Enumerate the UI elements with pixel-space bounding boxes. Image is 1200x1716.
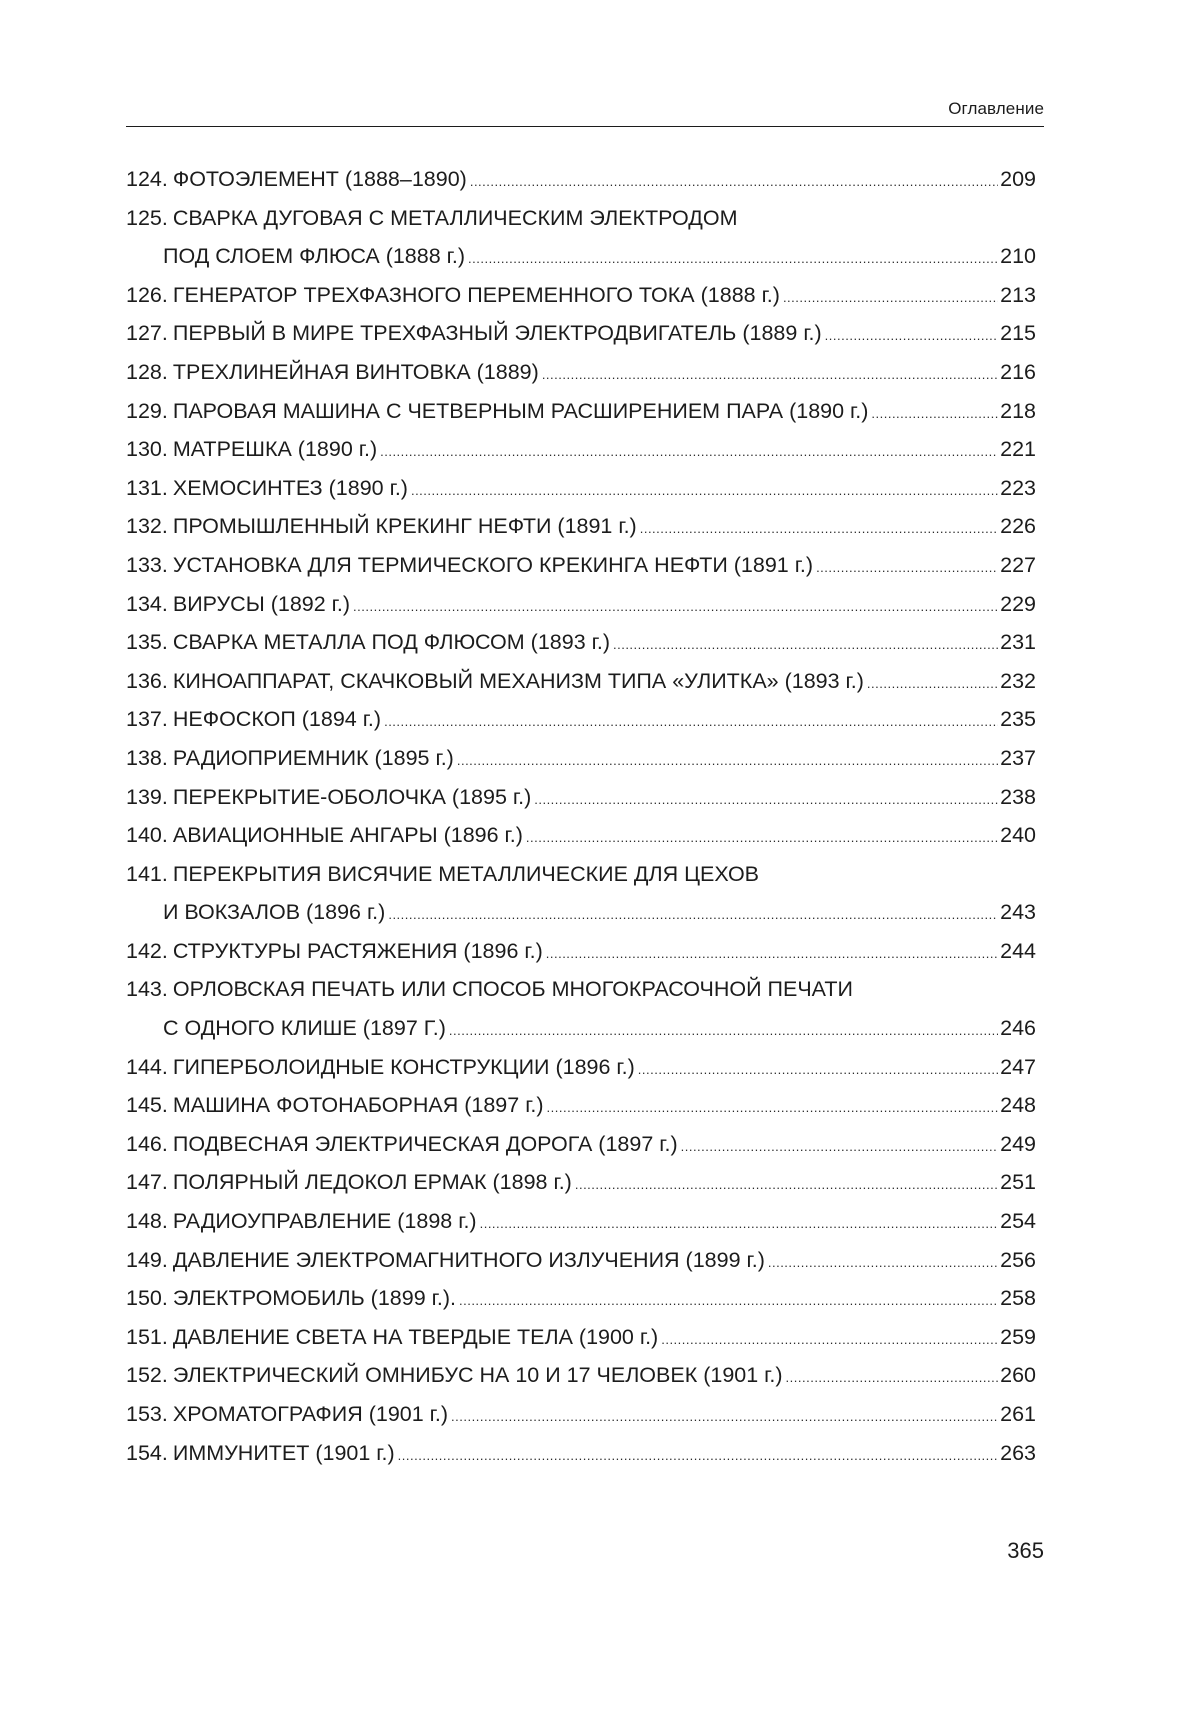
toc-entry-number: 154.	[126, 1440, 168, 1465]
toc-entry-page-number: 213	[1000, 282, 1036, 307]
toc-entry-line	[126, 1279, 1036, 1318]
toc-entry-line	[126, 469, 1036, 508]
toc-entry	[126, 507, 1036, 546]
toc-entry	[126, 739, 1036, 778]
toc-entry-title: ПЕРЕКРЫТИЕ-ОБОЛОЧКА (1895 г.)	[172, 784, 532, 809]
running-header: Оглавление	[948, 99, 1044, 118]
dot-leader	[459, 1282, 998, 1321]
toc-entry-page-number: 244	[1000, 938, 1036, 963]
toc-entry-title: СТРУКТУРЫ РАСТЯЖЕНИЯ (1896 г.)	[172, 938, 543, 963]
toc-entry	[126, 546, 1036, 585]
dot-leader	[825, 317, 998, 356]
toc-entry-line	[126, 1086, 1036, 1125]
toc-entry-page-number: 243	[1000, 900, 1036, 925]
toc-entry	[126, 353, 1036, 392]
toc-entry	[126, 816, 1036, 855]
toc-entry-number: 132.	[126, 514, 168, 539]
toc-entry-number: 137.	[126, 707, 168, 732]
toc-entry-line	[126, 970, 1036, 1009]
toc-entry-title: РАДИОУПРАВЛЕНИЕ (1898 г.)	[172, 1209, 477, 1234]
toc-entry	[126, 1202, 1036, 1241]
toc-entry-line	[126, 623, 1036, 662]
dot-leader	[871, 395, 998, 434]
toc-entry-page-number: 235	[1000, 707, 1036, 732]
toc-entry-page-number: 258	[1000, 1286, 1036, 1311]
dot-leader	[783, 279, 998, 318]
toc-entry-page-number: 229	[1000, 591, 1036, 616]
toc-entry-title: УСТАНОВКА ДЛЯ ТЕРМИЧЕСКОГО КРЕКИНГА НЕФТИ (1891 г.)	[172, 552, 814, 577]
toc-entry-title: СВАРКА ДУГОВАЯ С МЕТАЛЛИЧЕСКИМ ЭЛЕКТРОДОМ	[172, 205, 738, 230]
dot-leader	[640, 510, 998, 549]
toc-entry-line	[126, 353, 1036, 392]
toc-entry-title: ДАВЛЕНИЕ ЭЛЕКТРОМАГНИТНОГО ИЗЛУЧЕНИЯ (1899 г.)	[172, 1247, 765, 1272]
toc-entry-number: 152.	[126, 1363, 168, 1388]
toc-entry-continuation-line	[126, 237, 1036, 276]
toc-entry-line	[126, 1241, 1036, 1280]
toc-entry-title: АВИАЦИОННЫЕ АНГАРЫ (1896 г.)	[172, 823, 523, 848]
toc-entry-line	[126, 276, 1036, 315]
toc-entry	[126, 430, 1036, 469]
toc-entry-number: 133.	[126, 552, 168, 577]
toc-entry-title: ЭЛЕКТРИЧЕСКИЙ ОМНИБУС НА 10 И 17 ЧЕЛОВЕК (1901 г.)	[172, 1363, 783, 1388]
toc-entry	[126, 1434, 1036, 1473]
dot-leader	[398, 1437, 998, 1476]
toc-entry	[126, 585, 1036, 624]
toc-entry-number: 147.	[126, 1170, 168, 1195]
dot-leader	[661, 1321, 998, 1360]
toc-entry-page-number: 227	[1000, 552, 1036, 577]
toc-entry	[126, 1163, 1036, 1202]
dot-leader	[449, 1012, 998, 1051]
dot-leader	[451, 1398, 998, 1437]
toc-entry	[126, 970, 1036, 1047]
toc-entry	[126, 700, 1036, 739]
toc-entry-number: 150.	[126, 1286, 168, 1311]
toc-entry	[126, 1048, 1036, 1087]
dot-leader	[867, 665, 998, 704]
toc-entry-line	[126, 546, 1036, 585]
toc-entry-line	[126, 816, 1036, 855]
toc-entry-title: ПРОМЫШЛЕННЫЙ КРЕКИНГ НЕФТИ (1891 г.)	[172, 514, 637, 539]
toc-entry-line	[126, 739, 1036, 778]
toc-entry-number: 129.	[126, 398, 168, 423]
toc-entry-continuation-line	[126, 1009, 1036, 1048]
toc-entry-line	[126, 160, 1036, 199]
toc-entry-number: 127.	[126, 321, 168, 346]
toc-entry-title: ЭЛЕКТРОМОБИЛЬ (1899 г.).	[172, 1286, 456, 1311]
dot-leader	[457, 742, 998, 781]
toc-entry-number: 142.	[126, 938, 168, 963]
toc-entry-page-number: 249	[1000, 1131, 1036, 1156]
toc-entry-number: 135.	[126, 630, 168, 655]
toc-entry-page-number: 226	[1000, 514, 1036, 539]
toc-entry-page-number: 216	[1000, 359, 1036, 384]
dot-leader	[534, 781, 998, 820]
toc-entry-title: ГИПЕРБОЛОИДНЫЕ КОНСТРУКЦИИ (1896 г.)	[172, 1054, 635, 1079]
dot-leader	[526, 819, 998, 858]
dot-leader	[786, 1359, 999, 1398]
dot-leader	[388, 896, 998, 935]
toc-entry	[126, 1356, 1036, 1395]
toc-entry-title: ФОТОЭЛЕМЕНТ (1888–1890)	[172, 167, 467, 191]
dot-leader	[547, 1089, 999, 1128]
toc-entry-title: ВИРУСЫ (1892 г.)	[172, 591, 351, 616]
toc-entry-line	[126, 778, 1036, 817]
toc-entry-number: 145.	[126, 1093, 168, 1118]
toc-entry	[126, 662, 1036, 701]
toc-entry-page-number: 238	[1000, 784, 1036, 809]
toc-entry-line	[126, 199, 1036, 238]
toc-entry	[126, 199, 1036, 276]
toc-entry-title: РАДИОПРИЕМНИК (1895 г.)	[172, 745, 454, 770]
toc-entry-title: ПОДВЕСНАЯ ЭЛЕКТРИЧЕСКАЯ ДОРОГА (1897 г.)	[172, 1131, 678, 1156]
toc-entry-title: НЕФОСКОП (1894 г.)	[172, 707, 382, 732]
toc-entry	[126, 314, 1036, 353]
toc-entry-line	[126, 1434, 1036, 1473]
toc-entry-title: СВАРКА МЕТАЛЛА ПОД ФЛЮСОМ (1893 г.)	[172, 630, 610, 655]
toc-entry-page-number: 218	[1000, 398, 1036, 423]
dot-leader	[542, 356, 998, 395]
toc-entry-title: ХРОМАТОГРАФИЯ (1901 г.)	[172, 1402, 449, 1426]
toc-entry-title: МАТРЕШКА (1890 г.)	[172, 437, 378, 462]
toc-entry-line	[126, 1048, 1036, 1087]
dot-leader	[768, 1244, 998, 1283]
toc-entry-page-number: 254	[1000, 1209, 1036, 1234]
toc-entry-page-number: 209	[1000, 167, 1036, 191]
toc-entry	[126, 392, 1036, 431]
dot-leader	[575, 1166, 998, 1205]
toc-entry-line	[126, 314, 1036, 353]
toc-entry	[126, 469, 1036, 508]
toc-entry-title: ПЕРВЫЙ В МИРЕ ТРЕХФАЗНЫЙ ЭЛЕКТРОДВИГАТЕЛЬ (1889 г.)	[172, 321, 822, 346]
toc-entry-number: 134.	[126, 591, 168, 616]
toc-entry-line	[126, 700, 1036, 739]
toc-entry	[126, 1318, 1036, 1357]
toc-entry-number: 131.	[126, 475, 168, 500]
toc-entry-page-number: 210	[1000, 244, 1036, 269]
toc-entry-number: 130.	[126, 437, 168, 462]
toc-entry-number: 138.	[126, 745, 168, 770]
toc-entry-page-number: 260	[1000, 1363, 1036, 1388]
toc-entry-number: 153.	[126, 1402, 168, 1426]
toc-entry-page-number: 240	[1000, 823, 1036, 848]
toc-entry-title: ОРЛОВСКАЯ ПЕЧАТЬ ИЛИ СПОСОБ МНОГОКРАСОЧНОЙ ПЕЧАТИ	[172, 977, 853, 1002]
toc-entry-page-number: 231	[1000, 630, 1036, 655]
dot-leader	[353, 588, 998, 627]
dot-leader	[384, 703, 998, 742]
dot-leader	[613, 626, 998, 665]
toc-entry	[126, 1395, 1036, 1434]
toc-entry-title: ПОД СЛОЕМ ФЛЮСА (1888 г.)	[163, 244, 466, 269]
toc-entry	[126, 778, 1036, 817]
toc-entry-line	[126, 1163, 1036, 1202]
toc-entry-number: 124.	[126, 167, 168, 191]
dot-leader	[480, 1205, 999, 1244]
toc-entry-number: 128.	[126, 359, 168, 384]
toc-entry-line	[126, 855, 1036, 894]
toc-entry	[126, 623, 1036, 662]
toc-entry-title: МАШИНА ФОТОНАБОРНАЯ (1897 г.)	[172, 1093, 544, 1118]
toc-entry-number: 149.	[126, 1247, 168, 1272]
toc-entry-number: 140.	[126, 823, 168, 848]
toc-entry-page-number: 247	[1000, 1054, 1036, 1079]
toc-entry-title: ТРЕХЛИНЕЙНАЯ ВИНТОВКА (1889)	[172, 359, 539, 384]
toc-entry-line	[126, 430, 1036, 469]
toc-entry-continuation-line	[126, 893, 1036, 932]
toc-entry-page-number: 261	[1000, 1402, 1036, 1426]
toc-entry-title: ПОЛЯРНЫЙ ЛЕДОКОЛ ЕРМАК (1898 г.)	[172, 1170, 572, 1195]
dot-leader	[380, 433, 998, 472]
toc-entry-number: 151.	[126, 1324, 168, 1349]
toc-entry-line	[126, 1356, 1036, 1395]
toc-entry-number: 148.	[126, 1209, 168, 1234]
toc-entry-title: ГЕНЕРАТОР ТРЕХФАЗНОГО ПЕРЕМЕННОГО ТОКА (1888 г.)	[172, 282, 780, 307]
toc-entry	[126, 1279, 1036, 1318]
toc-entry-number: 125.	[126, 205, 168, 230]
toc-entry-page-number: 263	[1000, 1440, 1036, 1465]
toc-entry-line	[126, 1395, 1036, 1434]
toc-entry-page-number: 251	[1000, 1170, 1036, 1195]
toc-entry-line	[126, 1202, 1036, 1241]
toc-entry-line	[126, 585, 1036, 624]
toc-entry	[126, 855, 1036, 932]
toc-entry-line	[126, 1125, 1036, 1164]
toc-entry-number: 141.	[126, 861, 168, 886]
toc-entry-page-number: 237	[1000, 745, 1036, 770]
toc-entry	[126, 1086, 1036, 1125]
toc-entry-page-number: 215	[1000, 321, 1036, 346]
toc-entry-page-number: 221	[1000, 437, 1036, 462]
toc-entry-line	[126, 392, 1036, 431]
toc-entry	[126, 1241, 1036, 1280]
dot-leader	[816, 549, 998, 588]
toc-entry-title: С ОДНОГО КЛИШЕ (1897 Г.)	[163, 1016, 446, 1041]
toc-entry-page-number: 246	[1000, 1016, 1036, 1041]
toc-entry-page-number: 256	[1000, 1247, 1036, 1272]
toc-entry	[126, 1125, 1036, 1164]
toc-entry-page-number: 259	[1000, 1324, 1036, 1349]
dot-leader	[681, 1128, 999, 1167]
toc-entry-line	[126, 1318, 1036, 1357]
header-rule	[126, 126, 1044, 127]
toc-entry-number: 126.	[126, 282, 168, 307]
toc-entry	[126, 276, 1036, 315]
toc-entry-number: 136.	[126, 668, 168, 693]
toc-entry-page-number: 232	[1000, 668, 1036, 693]
table-of-contents	[126, 160, 1036, 1472]
toc-entry-number: 144.	[126, 1054, 168, 1079]
toc-entry-title: ПЕРЕКРЫТИЯ ВИСЯЧИЕ МЕТАЛЛИЧЕСКИЕ ДЛЯ ЦЕХОВ	[172, 861, 760, 886]
toc-entry-title: КИНОАППАРАТ, СКАЧКОВЫЙ МЕХАНИЗМ ТИПА «УЛИТКА» (1893 г.)	[172, 668, 864, 693]
toc-entry-title: ДАВЛЕНИЕ СВЕТА НА ТВЕРДЫЕ ТЕЛА (1900 г.)	[172, 1324, 659, 1349]
toc-entry-number: 146.	[126, 1131, 168, 1156]
dot-leader	[411, 472, 998, 511]
toc-entry-title: ИММУНИТЕТ (1901 г.)	[172, 1440, 395, 1465]
toc-entry-line	[126, 507, 1036, 546]
toc-entry-number: 143.	[126, 977, 168, 1002]
page-number: 365	[1007, 1538, 1044, 1563]
toc-entry-title: И ВОКЗАЛОВ (1896 г.)	[163, 900, 386, 925]
dot-leader	[470, 163, 998, 202]
dot-leader	[638, 1051, 998, 1090]
toc-entry	[126, 932, 1036, 971]
toc-entry-page-number: 248	[1000, 1093, 1036, 1118]
dot-leader	[468, 240, 998, 279]
toc-entry-page-number: 223	[1000, 475, 1036, 500]
toc-entry-title: ХЕМОСИНТЕЗ (1890 г.)	[172, 475, 408, 500]
dot-leader	[546, 935, 998, 974]
toc-entry-line	[126, 662, 1036, 701]
toc-entry	[126, 160, 1036, 199]
toc-entry-title: ПАРОВАЯ МАШИНА С ЧЕТВЕРНЫМ РАСШИРЕНИЕМ ПАРА (1890 г.)	[172, 398, 869, 423]
toc-entry-number: 139.	[126, 784, 168, 809]
toc-entry-line	[126, 932, 1036, 971]
